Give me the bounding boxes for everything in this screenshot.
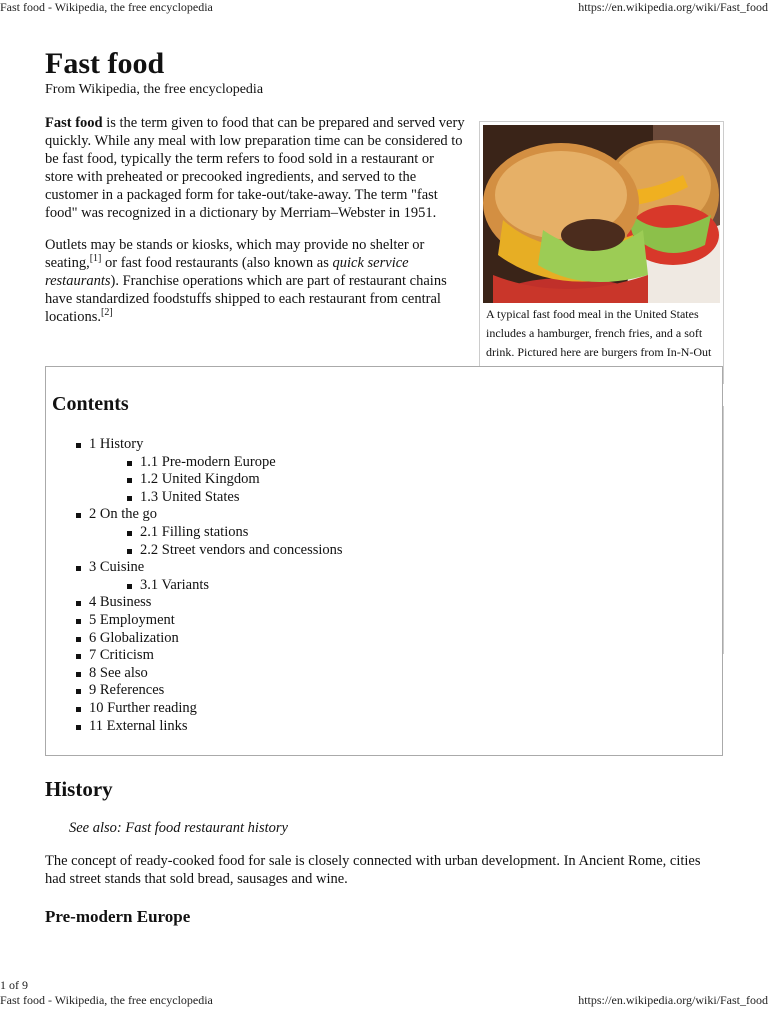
page-count: 1 of 9 xyxy=(0,978,28,992)
toc-title: Contents xyxy=(52,393,129,415)
print-header xyxy=(0,0,768,14)
toc-subitem-label[interactable]: 2.1 Filling stations xyxy=(140,523,249,540)
reference-link-2[interactable]: [2] xyxy=(100,307,113,319)
intro-paragraph-2-text-c: ). Franchise operations which are part of restaurant chains have standardized foodstuffs shipped to each restaurant from central locations. xyxy=(45,273,447,325)
toc-item-label[interactable]: 1 History xyxy=(89,436,144,452)
print-footer-url: https://en.wikipedia.org/wiki/Fast_food xyxy=(578,993,768,1007)
toc-item-external-links[interactable] xyxy=(76,718,343,736)
toc-subitem-label[interactable]: 2.2 Street vendors and concessions xyxy=(140,541,343,558)
toc-item-label[interactable]: 4 Business xyxy=(89,594,152,611)
intro-paragraph-2-text-a: Outlets may be stands or kiosks, which may provide no shelter or seating, xyxy=(45,237,425,271)
toc-item-label[interactable]: 7 Criticism xyxy=(89,647,154,664)
toc-subitem-variants[interactable] xyxy=(127,577,343,595)
subsection-heading-premodern-europe: Pre-modern Europe xyxy=(45,907,191,926)
toc-item-globalization[interactable] xyxy=(76,630,343,648)
toc-item-history[interactable] xyxy=(76,436,343,506)
page-subtitle: From Wikipedia, the free encyclopedia xyxy=(45,82,264,97)
page-title: Fast food xyxy=(45,47,165,80)
intro-paragraph-1-text: is the term given to food that can be prepared and served very quickly. While any meal with low preparation time can be considered to be fast food, typically the term refers to food sold in a restaurant or store with preheated or precooked ingredients, and served to the customer in a packaged form for take-out/take-away. The term "fast food" was recognized in a dictionary by Merriam–Webster in 1951. xyxy=(45,115,465,221)
toc-item-label[interactable]: 2 On the go xyxy=(89,506,158,523)
print-header-title: Fast food - Wikipedia, the free encyclopedia xyxy=(0,0,213,14)
toc-subitem-label[interactable]: 3.1 Variants xyxy=(140,576,210,593)
toc-item-label[interactable]: 11 External links xyxy=(89,717,188,734)
quick-service-term: quick service restaurants xyxy=(45,255,409,289)
toc-list xyxy=(76,436,343,735)
toc-item-label[interactable]: 9 References xyxy=(89,682,165,699)
print-footer-title: Fast food - Wikipedia, the free encyclopedia xyxy=(0,993,213,1007)
reference-link-1[interactable]: [1] xyxy=(89,253,102,265)
toc-subitem-united-states[interactable] xyxy=(127,489,343,507)
toc-subitem-premodern-europe[interactable] xyxy=(127,454,343,472)
toc-item-on-the-go[interactable] xyxy=(76,506,343,559)
toc-item-see-also[interactable] xyxy=(76,665,343,683)
toc-subitem-label[interactable]: 1.1 Pre-modern Europe xyxy=(140,453,276,470)
toc-item-business[interactable] xyxy=(76,594,343,612)
toc-item-label[interactable]: 8 See also xyxy=(89,664,148,681)
toc-item-employment[interactable] xyxy=(76,612,343,630)
table-of-contents xyxy=(45,366,723,756)
toc-subitem-filling-stations[interactable] xyxy=(127,524,343,542)
intro-paragraph-2-text-b: or fast food restaurants (also known as xyxy=(101,255,333,271)
toc-item-references[interactable] xyxy=(76,682,343,700)
intro-term: Fast food xyxy=(45,115,103,131)
see-also-note[interactable]: See also: Fast food restaurant history xyxy=(69,820,288,836)
image-caption-burgers: A typical fast food meal in the United States includes a hamburger, french fries, and a soft drink. Pictured here are burgers from In-N-Out xyxy=(486,307,712,359)
toc-item-label[interactable]: 3 Cuisine xyxy=(89,559,145,576)
image-thumbnail-burgers xyxy=(479,121,724,384)
section-heading-history: History xyxy=(45,777,113,801)
toc-subitem-united-kingdom[interactable] xyxy=(127,471,343,489)
toc-item-criticism[interactable] xyxy=(76,647,343,665)
intro-paragraph-1 xyxy=(45,114,465,222)
toc-item-label[interactable]: 10 Further reading xyxy=(89,699,197,716)
intro-paragraph-2 xyxy=(45,236,465,326)
print-footer xyxy=(0,993,768,1007)
toc-subitem-street-vendors[interactable] xyxy=(127,542,343,560)
burger-photo-illustration xyxy=(483,125,720,303)
history-paragraph: The concept of ready-cooked food for sale is closely connected with urban development. In Ancient Rome, cities had street stands that sold bread, sausages and wine. xyxy=(45,853,701,887)
toc-item-label[interactable]: 5 Employment xyxy=(89,611,175,628)
toc-item-cuisine[interactable] xyxy=(76,559,343,594)
toc-item-label[interactable]: 6 Globalization xyxy=(89,629,179,646)
burger-photo[interactable] xyxy=(483,125,720,303)
toc-subitem-label[interactable]: 1.3 United States xyxy=(140,488,240,505)
article-intro xyxy=(45,114,465,340)
print-header-url: https://en.wikipedia.org/wiki/Fast_food xyxy=(578,0,768,14)
toc-item-further-reading[interactable] xyxy=(76,700,343,718)
toc-subitem-label[interactable]: 1.2 United Kingdom xyxy=(140,471,260,488)
